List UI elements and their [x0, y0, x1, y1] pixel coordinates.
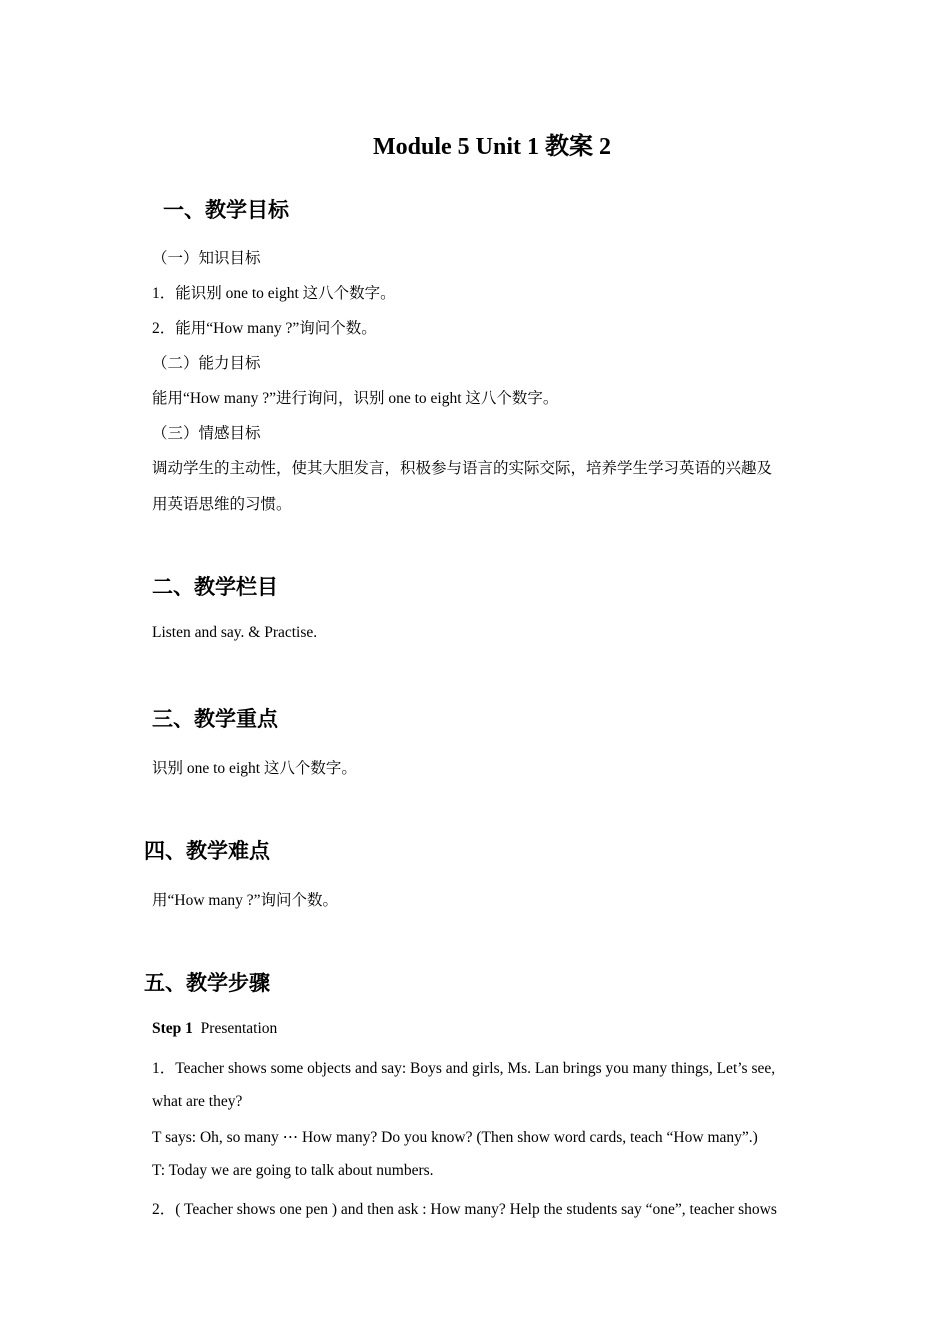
knowledge-objective-2: 2．能用“How many ?”询问个数。	[152, 320, 377, 337]
step-1-paragraph-1-line-3: T says: Oh, so many ⋯ How many? Do you know? (Then show word cards, teach “How many”.)	[152, 1129, 758, 1146]
columns-text: Listen and say. & Practise.	[152, 624, 318, 641]
page-title: Module 5 Unit 1 教案 2	[372, 134, 611, 160]
emotion-objective-label: （三）情感目标	[152, 425, 261, 442]
difficulties-text: 用“How many ?”询问个数。	[152, 892, 338, 909]
step-1-title: Presentation	[200, 1020, 278, 1037]
section-heading-key-points: 三、教学重点	[152, 707, 278, 731]
section-heading-steps: 五、教学步骤	[144, 971, 270, 995]
key-points-text: 识别 one to eight 这八个数字。	[152, 760, 357, 777]
step-1-line	[152, 1020, 277, 1038]
step-1-paragraph-2-line-1: 2．( Teacher shows one pen ) and then ask : How many? Help the students say “one”, teacher shows	[152, 1201, 777, 1218]
step-1-paragraph-1-line-4: T: Today we are going to talk about numbers.	[152, 1162, 434, 1179]
section-heading-objectives: 一、教学目标	[163, 198, 289, 222]
emotion-objective-text-2: 用英语思维的习惯。	[152, 496, 292, 513]
step-1-paragraph-1-line-1: 1．Teacher shows some objects and say: Boys and girls, Ms. Lan brings you many things, Let’s see,	[152, 1060, 776, 1077]
emotion-objective-text-1: 调动学生的主动性，使其大胆发言，积极参与语言的实际交际，培养学生学习英语的兴趣及	[152, 460, 773, 477]
section-heading-difficulties: 四、教学难点	[144, 839, 270, 863]
step-1-label: Step 1	[152, 1020, 193, 1037]
ability-objective-text: 能用“How many ?”进行询问，识别 one to eight 这八个数字。	[152, 390, 559, 407]
ability-objective-label: （二）能力目标	[152, 355, 261, 372]
step-1-paragraph-1-line-2: what are they?	[152, 1093, 243, 1110]
section-heading-columns: 二、教学栏目	[152, 575, 278, 599]
knowledge-objective-label: （一）知识目标	[152, 250, 261, 267]
knowledge-objective-1: 1．能识别 one to eight 这八个数字。	[152, 285, 396, 302]
